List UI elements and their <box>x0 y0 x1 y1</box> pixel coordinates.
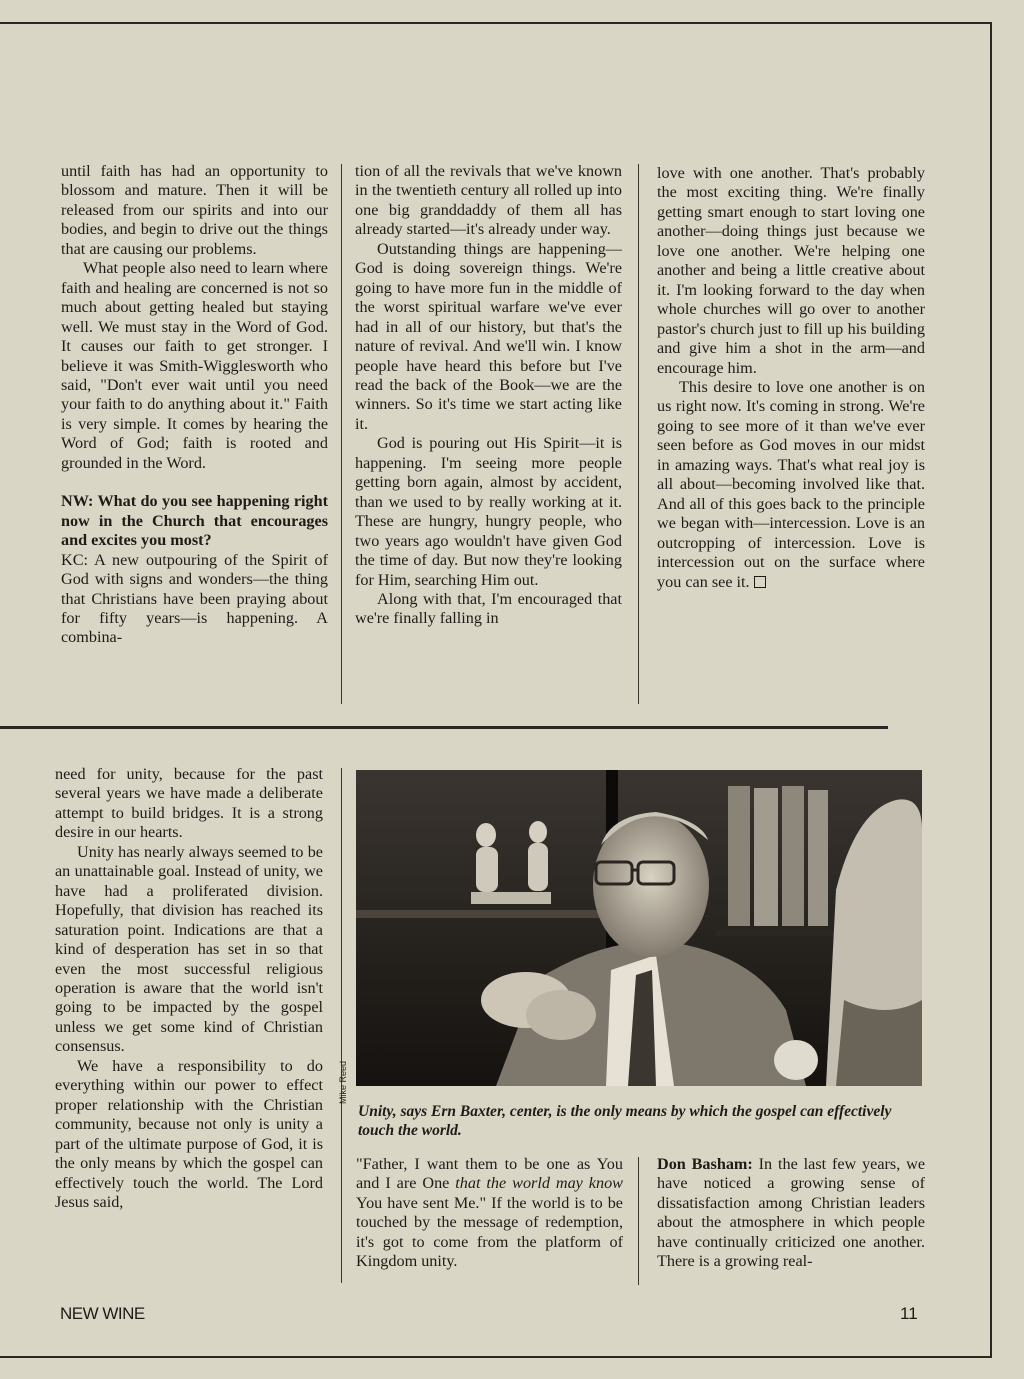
photo-credit: Mike Reed <box>338 1060 348 1104</box>
paragraph: Unity has nearly always seemed to be an unattainable goal. Instead of unity, we have had a proliferated division. Hopefully, that division has reached its saturation point. Indications are that a kind of desperation has set in so that even the most successful religious operation is aware that the world isn't going to be impacted by the gospel unless we get some kind of Christian consensus. <box>55 842 323 1056</box>
speaker-name: Don Basham: <box>657 1155 753 1173</box>
paragraph-text: You have sent Me." If the world is to be touched by the message of redemption, it's got to come from the platform of Kingdom unity. <box>356 1193 623 1271</box>
quote-text: "Father, I want them to be one as You and I are One <box>356 1155 623 1193</box>
column-divider <box>638 164 639 704</box>
answer-text: A new outpouring of the Spirit of God with signs and wonders—the thing that Christians have been praying about for fifty years—is happening. A combina- <box>61 550 329 647</box>
paragraph: Outstanding things are happening—God is doing sovereign things. We're going to have more fun in the middle of the worst spiritual warfare we've ever had in all of our history, but that's the nature of revival. And we'll win. I know people have heard this before but I've read the back of the Book—we are the winners. So it's time we start acting like it. <box>355 239 622 433</box>
interview-question <box>61 492 328 550</box>
paragraph: until faith has had an opportunity to blossom and mature. Then it will be released from our spirits and into our bodies, and begin to drive out the things that are causing our problems. <box>61 162 328 258</box>
paragraph: God is pouring out His Spirit—it is happening. I'm seeing more people getting born again, almost by accident, than we used to by really working at it. These are hungry, hungry people, who two years ago wouldn't have given God the time of day. But now they're looking for Him, searching Him out. <box>355 434 622 589</box>
paragraph <box>356 1155 623 1272</box>
page-border-top <box>0 22 992 24</box>
paragraph: Along with that, I'm encouraged that we're finally falling in <box>355 589 622 628</box>
paragraph <box>657 378 925 592</box>
bottom-column-1 <box>55 765 323 1212</box>
bottom-column-3 <box>657 1155 925 1272</box>
photo-caption: Unity, says Ern Baxter, center, is the only means by which the gospel can effectively touch the world. <box>358 1103 892 1139</box>
magazine-name: NEW WINE <box>60 1304 145 1323</box>
paragraph-text: This desire to love one another is on us right now. It's coming in strong. We're going to see more of it than we've ever seen before as God moves in our midst in amazing ways. That's what real joy is all about—becoming involved like that. And all of this goes back to the principle we began with—intercession. Love is an outcropping of intercession. Love is intercession out on the surface where you can see it. <box>657 377 925 591</box>
top-column-2 <box>355 162 622 629</box>
page-border-right <box>990 22 992 1358</box>
column-divider <box>341 164 342 704</box>
bottom-column-2 <box>356 1155 623 1272</box>
paragraph-text: In the last few years, we have noticed a growing sense of dissatisfaction among Christian leaders about the atmosphere in which people have continually criticized one another. There is a growing real- <box>657 1155 926 1271</box>
paragraph: What people also need to learn where faith and healing are concerned is not so much about getting healed but staying well. We must stay in the Word of God. It causes our faith to get stronger. I believe it was Smith-Wigglesworth who said, "Don't ever wait until you need your faith to do anything about it." Faith is very simple. It comes by hearing the Word of God; faith is rooted and grounded in the Word. <box>61 259 328 472</box>
paragraph: need for unity, because for the past several years we have made a deliberate attempt to build bridges. It is a strong desire in our hearts. <box>55 765 323 842</box>
answer-speaker: KC: <box>61 550 88 569</box>
column-divider <box>341 768 342 1283</box>
top-column-3 <box>657 164 925 592</box>
section-divider <box>0 726 888 729</box>
paragraph: tion of all the revivals that we've known in the twentieth century all rolled up into one big granddaddy of them all has already started—it's already under way. <box>355 162 622 239</box>
emphasis-text: that the world may know <box>455 1174 623 1193</box>
column-divider <box>638 1157 639 1285</box>
page-border-bottom <box>0 1356 992 1358</box>
interview-answer <box>61 551 328 648</box>
paragraph: We have a responsibility to do everything within our power to effect proper relationship with the Christian community, because not only is unity a part of the ultimate purpose of God, it is the only means by which the gospel can effectively touch the world. The Lord Jesus said, <box>55 1056 323 1211</box>
paragraph <box>657 1155 925 1272</box>
question-text: NW: What do you see happening right now in the Church that encourages and excites you most? <box>61 492 328 550</box>
paragraph: love with one another. That's probably the most exciting thing. We're finally getting smart enough to start loving one another—doing things just because we love one another. We're helping one another and being a little creative about it. I'm looking forward to the day when whole churches will go over to another pastor's church just to fill up his building and give him a shot in the arm—and encourage him. <box>657 164 925 377</box>
end-mark-icon <box>754 576 766 588</box>
photo-ern-baxter <box>356 770 922 1086</box>
top-column-1 <box>61 162 328 648</box>
page-number: 11 <box>900 1304 918 1323</box>
